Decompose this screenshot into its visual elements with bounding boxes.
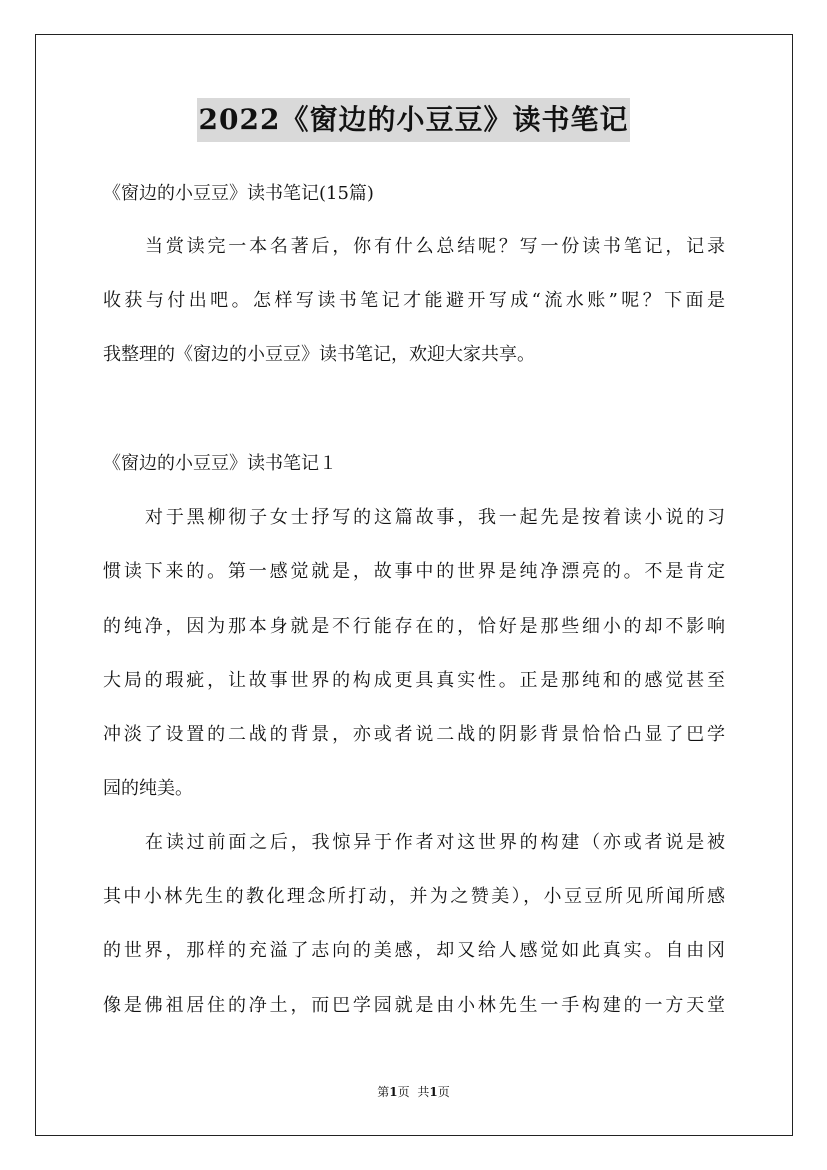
para1-line-3: 的纯净，因为那本身就是不行能存在的，恰好是那些细小的却不影响 xyxy=(103,616,725,637)
section-heading: 《窗边的小豆豆》读书笔记１ xyxy=(103,453,337,474)
para2-line-1: 在读过前面之后，我惊异于作者对这世界的构建（亦或者说是被 xyxy=(145,832,725,853)
intro-line-3: 我整理的《窗边的小豆豆》读书笔记，欢迎大家共享。 xyxy=(103,344,535,365)
page-prefix: 第 xyxy=(377,1085,390,1099)
page-number: 1 xyxy=(389,1085,398,1099)
page-suffix: 页 xyxy=(397,1085,410,1099)
intro-line-1: 当赏读完一本名著后，你有什么总结呢？写一份读书笔记，记录 xyxy=(145,236,725,257)
para1-line-1: 对于黑柳彻子女士抒写的这篇故事，我一起先是按着读小说的习 xyxy=(145,507,725,528)
para1-line-2: 惯读下来的。第一感觉就是，故事中的世界是纯净漂亮的。不是肯定 xyxy=(103,561,725,582)
subtitle: 《窗边的小豆豆》读书笔记(15篇) xyxy=(103,183,374,204)
total-pages: 1 xyxy=(429,1085,438,1099)
para1-line-4: 大局的瑕疵，让故事世界的构成更具真实性。正是那纯和的感觉甚至 xyxy=(103,670,725,691)
total-suffix: 页 xyxy=(437,1085,450,1099)
para2-line-4: 像是佛祖居住的净土，而巴学园就是由小林先生一手构建的一方天堂 xyxy=(103,995,725,1016)
total-prefix: 共 xyxy=(417,1085,430,1099)
para1-line-6: 园的纯美。 xyxy=(103,778,193,799)
para1-line-5: 冲淡了设置的二战的背景，亦或者说二战的阴影背景恰恰凸显了巴学 xyxy=(103,724,725,745)
para2-line-3: 的世界，那样的充溢了志向的美感，却又给人感觉如此真实。自由冈 xyxy=(103,940,725,961)
intro-line-2: 收获与付出吧。怎样写读书笔记才能避开写成“流水账”呢？下面是 xyxy=(103,290,725,311)
para2-line-2: 其中小林先生的教化理念所打动，并为之赞美），小豆豆所见所闻所感 xyxy=(103,886,725,907)
page-footer xyxy=(0,1083,827,1100)
document-title: 2022《窗边的小豆豆》读书笔记 xyxy=(197,98,631,142)
